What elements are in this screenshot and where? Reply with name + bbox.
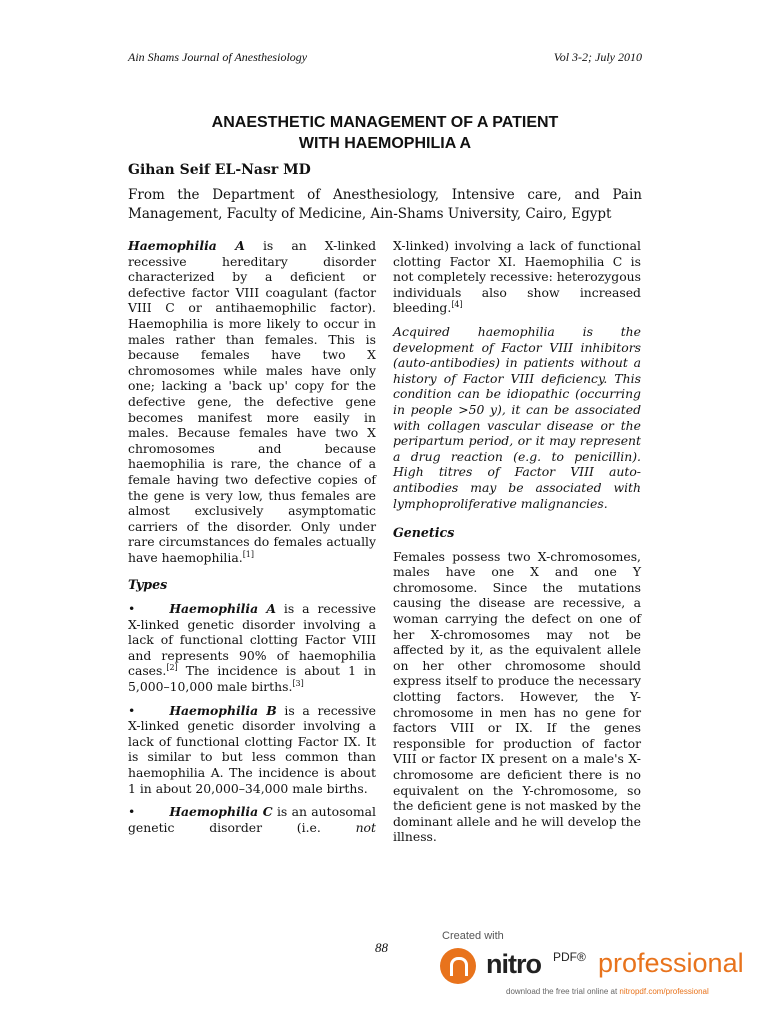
type-c-text-2: X-linked) involving a lack of functional clotting Factor XI. Haemophilia C is not completely recessive: heterozygous individuals also show increased bleeding.	[393, 238, 641, 316]
bullet-a: •	[128, 601, 136, 617]
type-c-ref: [4]	[451, 300, 463, 310]
article-title	[128, 112, 642, 154]
intro-text: is an X-linked recessive hereditary disorder characterized by a deficient or defective factor VIII coagulant (factor VIII C or antihaemophilic factor). Haemophilia is more likely to occur in males rather than females. This is because females have two X chromosomes while males have only one; lacking a 'back up' copy for the defective gene, the defective gene becomes manifest more easily in males. Because females have two X chromosomes and because haemophilia is rare, the chance of a female having two defective copies of the gene is very low, thus females are almost exclusively asymptomatic carriers of the disorder. Only under rare circumstances do females actually have haemophilia.	[128, 238, 376, 565]
genetics-heading: Genetics	[393, 525, 455, 541]
type-a-text-2: The incidence is about 1 in 5,000–10,000 male births.	[128, 663, 376, 695]
type-b-term: Haemophilia B	[169, 702, 277, 718]
author-name: Gihan Seif EL-Nasr MD	[128, 162, 311, 178]
type-b-paragraph	[128, 703, 376, 797]
issue-info: Vol 3-2; July 2010	[553, 50, 642, 64]
genetics-paragraph: Females possess two X-chromosomes, males have one X and one Y chromosome. Since the mutations causing the disease are recessive, a woman carrying the defect on one of her X-chromosomes may not be affected by it, as the equivalent allele on her other chromosome should express itself to produce the necessary clotting factors. However, the Y-chromosome in men has no gene for factors VIII or IX. If the genes responsible for production of factor VIII or factor IX present on a male's X-chromosome are deficient there is no equivalent on the Y-chromosome, so the deficient gene is not masked by the dominant allele and he will develop the illness.	[393, 548, 641, 845]
watermark-created-with: Created with	[442, 930, 504, 942]
type-c-not: not	[355, 819, 376, 835]
type-c-term: Haemophilia C	[169, 804, 273, 820]
watermark-brand: nitro	[486, 949, 541, 979]
journal-name: Ain Shams Journal of Anesthesiology	[128, 50, 308, 64]
intro-paragraph	[128, 238, 376, 565]
nitro-logo-icon	[440, 948, 476, 984]
title-line-1: ANAESTHETIC MANAGEMENT OF A PATIENT	[211, 114, 559, 131]
nitro-watermark	[440, 930, 765, 1000]
affiliation: From the Department of Anesthesiology, Intensive care, and Pain Management, Faculty of Medicine, Ain-Shams University, Cairo, Egypt	[128, 187, 642, 222]
types-heading: Types	[128, 577, 168, 593]
intro-ref: [1]	[242, 549, 255, 559]
watermark-download	[506, 987, 709, 996]
intro-term: Haemophilia A	[128, 238, 245, 253]
running-head	[128, 50, 642, 65]
type-a-text-1: is a recessive X-linked genetic disorder involving a lack of functional clotting Factor VIII and represents 90% of haemophilia cases.	[128, 601, 376, 679]
type-a-ref-1: [2]	[166, 663, 178, 673]
left-column	[128, 238, 376, 843]
type-a-paragraph	[128, 601, 376, 695]
watermark-url: nitropdf.com/professional	[619, 987, 709, 996]
type-b-text: is a recessive X-linked genetic disorder involving a lack of functional clotting Factor IX. It is similar to but less common than haemophilia A. The incidence is about 1 in about 20,000–34,000 male births.	[128, 702, 376, 796]
type-c-text-1: is an autosomal genetic disorder (i.e.	[128, 804, 376, 835]
page-number: 88	[375, 940, 388, 955]
watermark-download-text: download the free trial online at	[506, 987, 620, 996]
type-c-paragraph	[128, 804, 376, 835]
title-line-2: WITH HAEMOPHILIA A	[298, 135, 472, 152]
watermark-pdf: PDF®	[553, 950, 586, 964]
type-a-term: Haemophilia A	[169, 601, 277, 617]
type-a-ref-2: [3]	[292, 678, 304, 688]
type-c-continued	[393, 238, 641, 316]
bullet-c: •	[128, 804, 136, 820]
right-column	[393, 238, 641, 853]
acquired-paragraph: Acquired haemophilia is the development of Factor VIII inhibitors (auto-antibodies) in patients without a history of Factor VIII deficiency. This condition can be idiopathic (occurring in people >50 y), it can be associated with collagen vascular disease or the peripartum period, or it may represent a drug reaction (e.g. to penicillin). High titres of Factor VIII auto-antibodies may be associated with lymphoproliferative malignancies.	[393, 323, 641, 511]
watermark-professional: professional	[598, 948, 744, 978]
bullet-b: •	[128, 702, 136, 718]
